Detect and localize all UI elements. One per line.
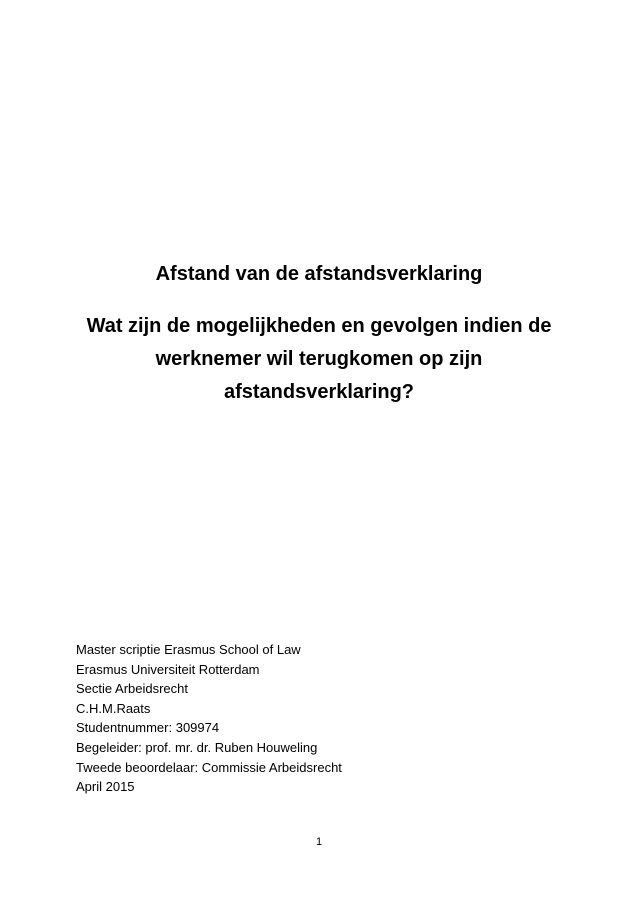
detail-line-supervisor: Begeleider: prof. mr. dr. Ruben Houweling — [76, 739, 318, 755]
detail-line-second-reader: Tweede beoordelaar: Commissie Arbeidsrecht — [76, 759, 342, 775]
document-title: Afstand van de afstandsverklaring — [155, 263, 483, 285]
detail-line-date: April 2015 — [76, 779, 135, 795]
page-number: 1 — [315, 836, 323, 848]
document-subtitle: Wat zijn de mogelijkheden en gevolgen indien de werknemer wil terugkomen op zijn afstandsverklaring? — [86, 315, 552, 403]
detail-line-section: Sectie Arbeidsrecht — [76, 681, 189, 697]
detail-line-student-number: Studentnummer: 309974 — [76, 720, 220, 736]
detail-line-program: Master scriptie Erasmus School of Law — [76, 642, 301, 657]
thesis-details — [76, 640, 556, 797]
detail-line-university: Erasmus Universiteit Rotterdam — [76, 661, 260, 677]
detail-line-author: C.H.M.Raats — [76, 700, 151, 716]
